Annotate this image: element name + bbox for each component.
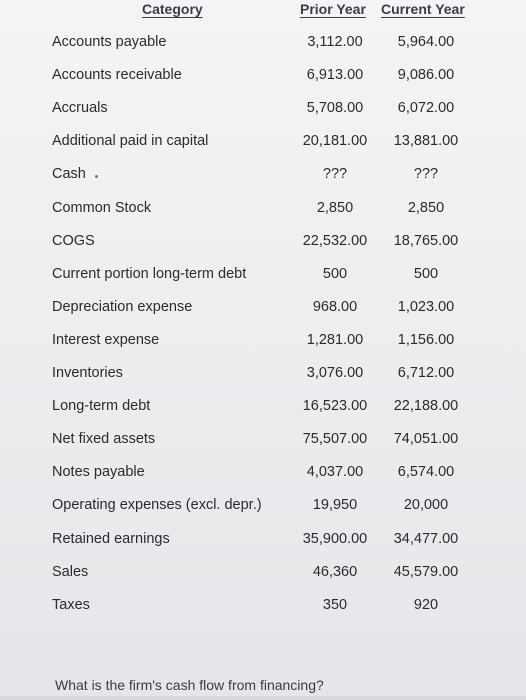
- row-prior-value: 22,532.00: [302, 232, 368, 249]
- table-row: [0, 67, 526, 91]
- table-row: [0, 365, 526, 389]
- cursor-dot-icon: [95, 175, 98, 178]
- row-prior-value: 500: [322, 265, 348, 282]
- row-current-value: 9,086.00: [397, 67, 455, 84]
- question-text: What is the firm's cash flow from financing?: [55, 677, 324, 693]
- header-prior-year: Prior Year: [300, 1, 366, 17]
- row-prior-value: 46,360: [312, 563, 358, 580]
- row-prior-value: 75,507.00: [302, 431, 368, 448]
- table-row: [0, 233, 526, 257]
- table-row: [0, 34, 526, 58]
- row-category: Inventories: [52, 365, 123, 381]
- row-category: Long-term debt: [52, 398, 151, 415]
- row-category: Retained earnings: [52, 530, 170, 547]
- table-row: [0, 166, 526, 190]
- row-current-value: 74,051.00: [393, 431, 459, 448]
- row-prior-value: ???: [322, 166, 348, 183]
- row-prior-value: 35,900.00: [302, 530, 368, 547]
- row-prior-value: 4,037.00: [306, 464, 364, 481]
- row-category: Depreciation expense: [52, 298, 193, 315]
- row-current-value: 1,023.00: [397, 298, 455, 315]
- row-category: Interest expense: [52, 331, 160, 348]
- bottom-edge: [0, 696, 526, 700]
- row-prior-value: 3,076.00: [306, 365, 364, 381]
- row-prior-value: 968.00: [312, 298, 358, 315]
- header-current-year: Current Year: [381, 1, 465, 17]
- row-category: Operating expenses (excl. depr.): [52, 497, 262, 514]
- table-header: [0, 0, 526, 22]
- table-row: [0, 597, 526, 621]
- row-category: Net fixed assets: [52, 431, 156, 448]
- row-category: Sales: [52, 563, 89, 580]
- row-category: Common Stock: [52, 199, 152, 216]
- table-row: [0, 564, 526, 588]
- row-category: Additional paid in capital: [52, 133, 209, 150]
- table-row: [0, 200, 526, 224]
- row-current-value: 5,964.00: [397, 34, 455, 50]
- row-prior-value: 6,913.00: [306, 67, 364, 84]
- table-row: [0, 464, 526, 488]
- row-current-value: 6,072.00: [397, 100, 455, 117]
- row-prior-value: 19,950: [312, 497, 358, 514]
- table-row: [0, 497, 526, 521]
- row-category: Accounts payable: [52, 34, 167, 50]
- row-current-value: 500: [413, 265, 439, 282]
- row-category: COGS: [52, 232, 95, 249]
- row-current-value: 2,850: [407, 199, 445, 216]
- row-prior-value: 5,708.00: [306, 100, 364, 117]
- table-row: [0, 332, 526, 356]
- row-current-value: ???: [413, 166, 439, 183]
- row-prior-value: 1,281.00: [306, 331, 364, 348]
- row-current-value: 920: [413, 596, 439, 613]
- row-category: Taxes: [52, 596, 90, 613]
- row-category: Notes payable: [52, 464, 145, 481]
- table-row: [0, 531, 526, 555]
- row-current-value: 45,579.00: [393, 563, 459, 580]
- row-prior-value: 3,112.00: [307, 34, 363, 50]
- table-row: [0, 133, 526, 157]
- row-current-value: 18,765.00: [393, 232, 459, 249]
- row-current-value: 6,712.00: [397, 365, 455, 381]
- row-prior-value: 16,523.00: [302, 398, 368, 415]
- row-current-value: 22,188.00: [393, 398, 459, 415]
- row-category: Accruals: [52, 100, 108, 117]
- row-prior-value: 20,181.00: [302, 133, 368, 150]
- row-prior-value: 350: [322, 596, 348, 613]
- row-current-value: 1,156.00: [397, 331, 455, 348]
- table-row: [0, 398, 526, 422]
- row-prior-value: 2,850: [316, 199, 354, 216]
- row-category: Cash: [52, 166, 86, 183]
- row-category: Accounts receivable: [52, 67, 182, 84]
- table-row: [0, 431, 526, 455]
- header-category: Category: [142, 1, 203, 17]
- row-current-value: 20,000: [403, 497, 449, 514]
- table-row: [0, 299, 526, 323]
- table-row: [0, 100, 526, 124]
- row-current-value: 34,477.00: [393, 530, 459, 547]
- row-category: Current portion long-term debt: [52, 265, 247, 282]
- table-row: [0, 266, 526, 290]
- row-current-value: 6,574.00: [397, 464, 455, 481]
- row-current-value: 13,881.00: [393, 133, 459, 150]
